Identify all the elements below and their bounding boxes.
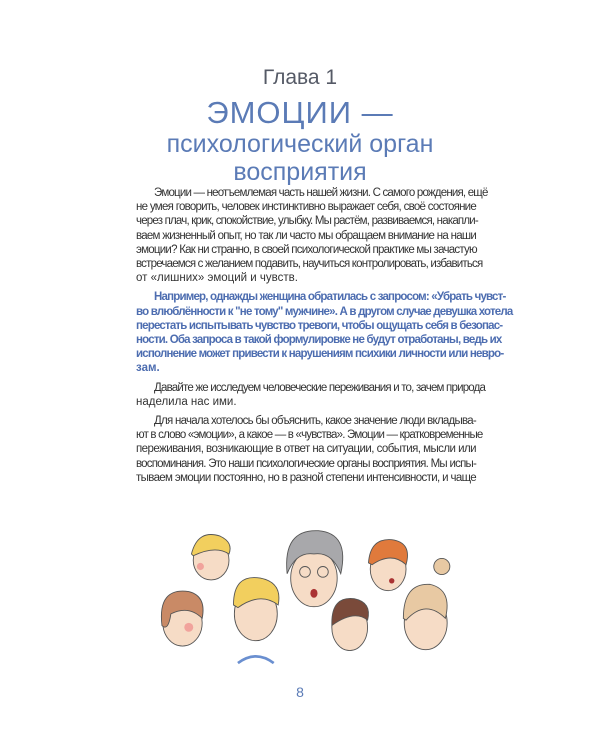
text-line: ности. Оба запроса в такой формулировке не будут отработаны, ведь их (136, 334, 502, 347)
paragraph (136, 381, 486, 409)
text-line: Для начала хотелось бы объяснить, какое значение люди вкладыва- (154, 415, 476, 428)
text-line: во влюблённости к "не тому" мужчине». А в другом случае девушка хотела (136, 305, 513, 318)
text-line: Эмоции — неотъемлемая часть нашей жизни. С самого рождения, ещё (154, 187, 488, 199)
paragraph (136, 186, 488, 285)
text-line: эмоции? Как ни странно, в своей психологической практике мы зачастую (136, 243, 477, 256)
faces-illustration (140, 520, 470, 672)
face-boy-redhead (368, 540, 407, 591)
text-line: ют в слово «эмоции», а какое — в «чувства». Эмоции — кратковременные (136, 429, 483, 442)
text-line: от «лишних» эмоций и чувств. (136, 272, 298, 285)
body-text (136, 186, 513, 490)
page-number: 8 (296, 684, 304, 700)
chapter-label: Глава 1 (262, 66, 338, 89)
text-line: исполнение может привести к нарушениям психики личности или невро- (136, 348, 504, 361)
text-line: зам. (136, 362, 160, 375)
title-line-3: восприятия (233, 158, 367, 186)
text-line: наделила нас ими. (136, 395, 237, 408)
face-woman-bun (403, 558, 449, 649)
text-line: Давайте же исследуем человеческие переживания и то, зачем природа (154, 381, 486, 394)
face-man-blond (233, 578, 278, 664)
text-line: переживания, возникающие в ответ на ситуации, события, мысли или (136, 443, 476, 456)
text-line: не умея говорить, человек инстинктивно выражает себя, своё состояние (136, 201, 476, 214)
highlighted-paragraph (136, 290, 513, 375)
text-line: тываем эмоции постоянно, но в разной степени интенсивности, и чаще (136, 471, 476, 484)
text-line: ваем жизненный опыт, но так ли часто мы обращаем внимание на наши (136, 229, 476, 242)
text-line: перестать испытывать чувство тревоги, чтобы ощущать себя в безопас- (136, 319, 503, 332)
face-grandmother (287, 531, 343, 607)
face-boy-blond (191, 535, 230, 580)
text-line: воспоминания. Это наши психологические органы восприятия. Мы испы- (136, 457, 476, 470)
text-line: через плач, крик, спокойствие, улыбку. Мы растём, развиваемся, накапли- (136, 215, 478, 228)
text-line: Например, однажды женщина обратилась с запросом: «Убрать чувст- (154, 291, 506, 304)
title-line-1: ЭМОЦИИ — (206, 95, 394, 130)
paragraph (136, 414, 483, 485)
face-girl-dark (332, 598, 369, 650)
face-woman-brown (161, 591, 203, 646)
text-line: встречаемся с желанием подавить, научиться контролировать, избавиться (136, 258, 483, 271)
chapter-title (0, 96, 600, 186)
title-line-2: психологический орган (166, 130, 434, 158)
